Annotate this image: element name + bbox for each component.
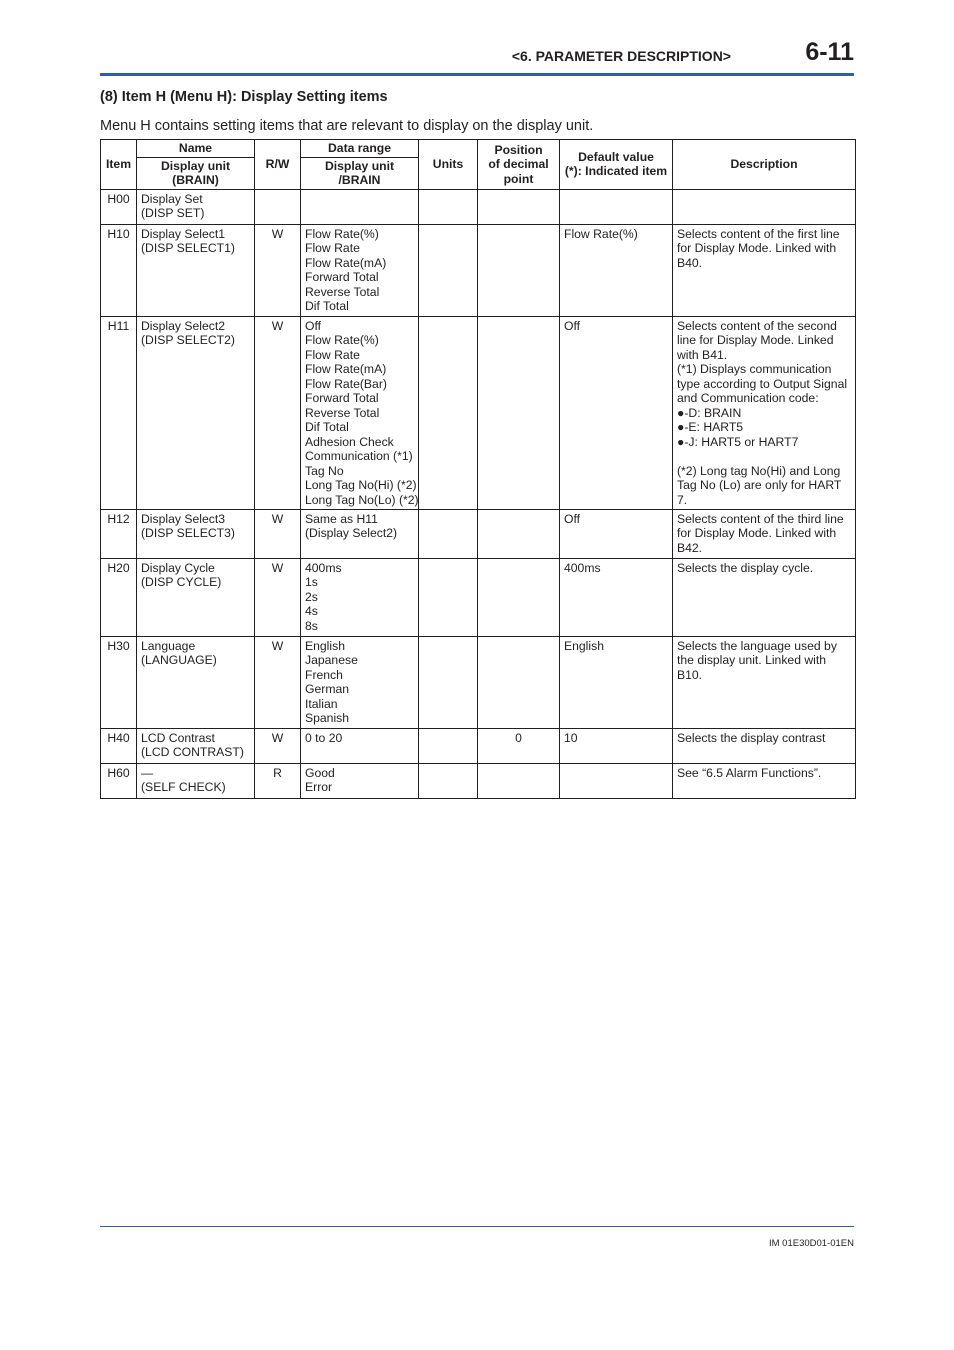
- rw-cell: W: [255, 316, 301, 509]
- name-cell-line: (DISP SET): [141, 206, 205, 220]
- description-cell: [673, 189, 856, 224]
- default-value-cell: Off: [560, 316, 673, 509]
- data-range-cell: [301, 224, 419, 316]
- parameter-table: [100, 139, 856, 799]
- header-default-value: [560, 140, 673, 190]
- header-position-line: of decimal: [488, 157, 549, 171]
- header-data-range: Data range: [301, 140, 419, 158]
- name-cell: [137, 728, 255, 763]
- data-range-cell-line: French: [305, 667, 343, 682]
- name-cell-line: (DISP SELECT2): [141, 333, 235, 347]
- description-cell-line: ●-D: BRAIN: [677, 405, 742, 420]
- rw-cell: W: [255, 636, 301, 728]
- header-units: Units: [419, 140, 478, 190]
- data-range-cell-line: Flow Rate(%): [305, 226, 379, 241]
- data-range-cell-line: Flow Rate: [305, 241, 360, 255]
- rw-cell: W: [255, 728, 301, 763]
- name-cell: [137, 189, 255, 224]
- rw-cell: R: [255, 763, 301, 798]
- description-cell-line: B10.: [677, 667, 703, 682]
- header-name-sub-line: Display unit: [160, 158, 231, 173]
- data-range-cell-line: 4s: [305, 604, 318, 618]
- intro-paragraph: Menu H contains setting items that are relevant to display on the display unit.: [100, 118, 594, 134]
- default-value-cell: Off: [560, 509, 673, 558]
- description-cell-line: 7.: [677, 492, 688, 507]
- name-cell: [137, 558, 255, 636]
- decimal-position-cell: [478, 224, 560, 316]
- description-cell-line: (*2) Long tag No(Hi) and Long: [677, 463, 841, 478]
- data-range-cell-line: English: [305, 638, 345, 653]
- description-cell-line: Selects the language used by: [677, 638, 837, 653]
- units-cell: [419, 224, 478, 316]
- name-cell-line: Display Cycle: [141, 560, 215, 575]
- units-cell: [419, 509, 478, 558]
- units-cell: [419, 728, 478, 763]
- name-cell: [137, 636, 255, 728]
- description-cell: [673, 316, 856, 509]
- description-cell: [673, 224, 856, 316]
- description-cell-line: B40.: [677, 255, 703, 270]
- data-range-cell-line: Italian: [305, 696, 338, 711]
- data-range-cell-line: 1s: [305, 575, 318, 589]
- data-range-cell: [301, 316, 419, 509]
- table-row: [101, 316, 856, 509]
- item-code-cell: H12: [101, 509, 137, 558]
- description-cell-line: See “6.5 Alarm Functions”.: [677, 765, 822, 780]
- rw-cell: [255, 189, 301, 224]
- header-position-line: point: [503, 171, 534, 186]
- name-cell-line: LCD Contrast: [141, 730, 215, 745]
- description-cell: [673, 763, 856, 798]
- description-cell: [673, 558, 856, 636]
- header-rule: [100, 73, 854, 76]
- description-cell-line: with B41.: [677, 347, 728, 362]
- data-range-cell-line: Dif Total: [305, 299, 349, 313]
- description-cell-line: for Display Mode. Linked with: [677, 526, 837, 540]
- rw-cell: W: [255, 509, 301, 558]
- item-code-cell: H60: [101, 763, 137, 798]
- data-range-cell-line: Flow Rate(mA): [305, 362, 387, 376]
- rw-cell: W: [255, 558, 301, 636]
- table-row: [101, 509, 856, 558]
- description-cell-line: [677, 449, 851, 464]
- footer-rule: [100, 1226, 854, 1227]
- table-row: [101, 636, 856, 728]
- name-cell: [137, 316, 255, 509]
- name-cell-line: (DISP SELECT3): [141, 526, 235, 540]
- units-cell: [419, 558, 478, 636]
- header-name-sub-line: (BRAIN): [172, 173, 219, 187]
- item-code-cell: H20: [101, 558, 137, 636]
- description-cell-line: line for Display Mode. Linked: [677, 333, 834, 347]
- item-code-cell: H10: [101, 224, 137, 316]
- header-default-line: Default value: [578, 149, 654, 164]
- name-cell-line: Language: [141, 638, 196, 653]
- table-row: [101, 763, 856, 798]
- name-cell-line: Display Set: [141, 191, 203, 206]
- data-range-cell: [301, 558, 419, 636]
- header-name: Name: [137, 140, 255, 158]
- table-row: [101, 224, 856, 316]
- item-code-cell: H30: [101, 636, 137, 728]
- doc-number: IM 01E30D01-01EN: [768, 1238, 854, 1249]
- name-cell-line: Display Select3: [141, 511, 225, 526]
- data-range-cell-line: 0 to 20: [305, 730, 343, 745]
- description-cell-line: Selects content of the third line: [677, 511, 844, 526]
- units-cell: [419, 189, 478, 224]
- data-range-cell-line: Communication (*1): [305, 449, 413, 463]
- table-row: [101, 189, 856, 224]
- header-default-line: (*): Indicated item: [564, 164, 668, 179]
- name-cell-line: (DISP CYCLE): [141, 575, 222, 589]
- item-code-cell: H40: [101, 728, 137, 763]
- description-cell-line: Tag No (Lo) are only for HART: [677, 478, 842, 492]
- data-range-cell-line: Japanese: [305, 653, 358, 667]
- data-range-cell-line: Long Tag No(Hi) (*2): [305, 478, 417, 492]
- data-range-cell-line: Good: [305, 765, 335, 780]
- decimal-position-cell: [478, 636, 560, 728]
- data-range-cell: [301, 189, 419, 224]
- default-value-cell: Flow Rate(%): [560, 224, 673, 316]
- header-position-line: Position: [494, 142, 543, 157]
- data-range-cell: [301, 509, 419, 558]
- header-description: Description: [673, 140, 856, 190]
- data-range-cell-line: Reverse Total: [305, 405, 380, 420]
- data-range-cell-line: Forward Total: [305, 270, 379, 284]
- data-range-cell-line: Tag No: [305, 463, 344, 478]
- data-range-cell: [301, 636, 419, 728]
- data-range-cell-line: Flow Rate: [305, 347, 360, 362]
- units-cell: [419, 763, 478, 798]
- description-cell: [673, 728, 856, 763]
- name-cell-line: (DISP SELECT1): [141, 241, 235, 255]
- section-heading: (8) Item H (Menu H): Display Setting items: [100, 89, 388, 105]
- data-range-cell-line: Forward Total: [305, 391, 379, 405]
- name-cell-line: Display Select1: [141, 226, 225, 241]
- description-cell-line: Selects content of the first line: [677, 226, 840, 241]
- name-cell: [137, 224, 255, 316]
- decimal-position-cell: [478, 316, 560, 509]
- header-rw: R/W: [255, 140, 301, 190]
- data-range-cell-line: Long Tag No(Lo) (*2): [305, 492, 419, 507]
- rw-cell: W: [255, 224, 301, 316]
- data-range-cell-line: 400ms: [305, 560, 342, 575]
- data-range-cell: [301, 728, 419, 763]
- description-cell-line: and Communication code:: [677, 391, 819, 405]
- data-range-cell-line: Off: [305, 318, 322, 333]
- description-cell-line: (*1) Displays communication: [677, 362, 832, 376]
- name-cell-line: (LANGUAGE): [141, 653, 217, 667]
- decimal-position-cell: 0: [478, 728, 560, 763]
- units-cell: [419, 316, 478, 509]
- page-number: 6-11: [805, 38, 854, 66]
- section-label: <6. PARAMETER DESCRIPTION>: [511, 48, 731, 64]
- header-range-sub-line: Display unit: [324, 158, 395, 173]
- header-range-sub: [301, 157, 419, 189]
- item-code-cell: H00: [101, 189, 137, 224]
- default-value-cell: [560, 763, 673, 798]
- data-range-cell-line: Same as H11: [305, 511, 378, 526]
- name-cell-line: —: [141, 765, 154, 780]
- description-cell: [673, 636, 856, 728]
- description-cell-line: type according to Output Signal: [677, 376, 848, 391]
- data-range-cell-line: Spanish: [305, 711, 350, 725]
- data-range-cell-line: Dif Total: [305, 420, 349, 434]
- data-range-cell-line: 8s: [305, 618, 318, 633]
- data-range-cell-line: 2s: [305, 589, 318, 604]
- default-value-cell: [560, 189, 673, 224]
- decimal-position-cell: [478, 509, 560, 558]
- name-cell-line: Display Select2: [141, 318, 225, 333]
- data-range-cell-line: Flow Rate(%): [305, 333, 379, 347]
- data-range-cell-line: German: [305, 682, 350, 696]
- data-range-cell: [301, 763, 419, 798]
- table-row: [101, 728, 856, 763]
- default-value-cell: 400ms: [560, 558, 673, 636]
- header-position: [478, 140, 560, 190]
- header-item: Item: [101, 140, 137, 190]
- header-range-sub-line: /BRAIN: [338, 173, 381, 187]
- description-cell-line: B42.: [677, 540, 703, 555]
- parameter-rows: [101, 189, 856, 798]
- decimal-position-cell: [478, 558, 560, 636]
- description-cell-line: Selects content of the second: [677, 318, 837, 333]
- data-range-cell-line: Flow Rate(mA): [305, 255, 387, 270]
- description-cell-line: for Display Mode. Linked with: [677, 241, 837, 255]
- default-value-cell: English: [560, 636, 673, 728]
- table-row: [101, 558, 856, 636]
- item-code-cell: H11: [101, 316, 137, 509]
- name-cell-line: (SELF CHECK): [141, 780, 226, 794]
- data-range-cell-line: Error: [305, 780, 333, 794]
- data-range-cell-line: (Display Select2): [305, 526, 398, 540]
- name-cell: [137, 763, 255, 798]
- description-cell-line: Selects the display cycle.: [677, 560, 814, 575]
- decimal-position-cell: [478, 763, 560, 798]
- data-range-cell-line: Reverse Total: [305, 284, 380, 299]
- decimal-position-cell: [478, 189, 560, 224]
- default-value-cell: 10: [560, 728, 673, 763]
- description-cell-line: the display unit. Linked with: [677, 653, 827, 667]
- data-range-cell-line: Adhesion Check: [305, 434, 394, 449]
- units-cell: [419, 636, 478, 728]
- description-cell-line: Selects the display contrast: [677, 730, 826, 745]
- header-name-sub: [137, 157, 255, 189]
- data-range-cell-line: Flow Rate(Bar): [305, 376, 387, 391]
- name-cell-line: (LCD CONTRAST): [141, 745, 244, 759]
- description-cell-line: ●-J: HART5 or HART7: [677, 434, 799, 449]
- name-cell: [137, 509, 255, 558]
- description-cell-line: ●-E: HART5: [677, 420, 744, 434]
- description-cell: [673, 509, 856, 558]
